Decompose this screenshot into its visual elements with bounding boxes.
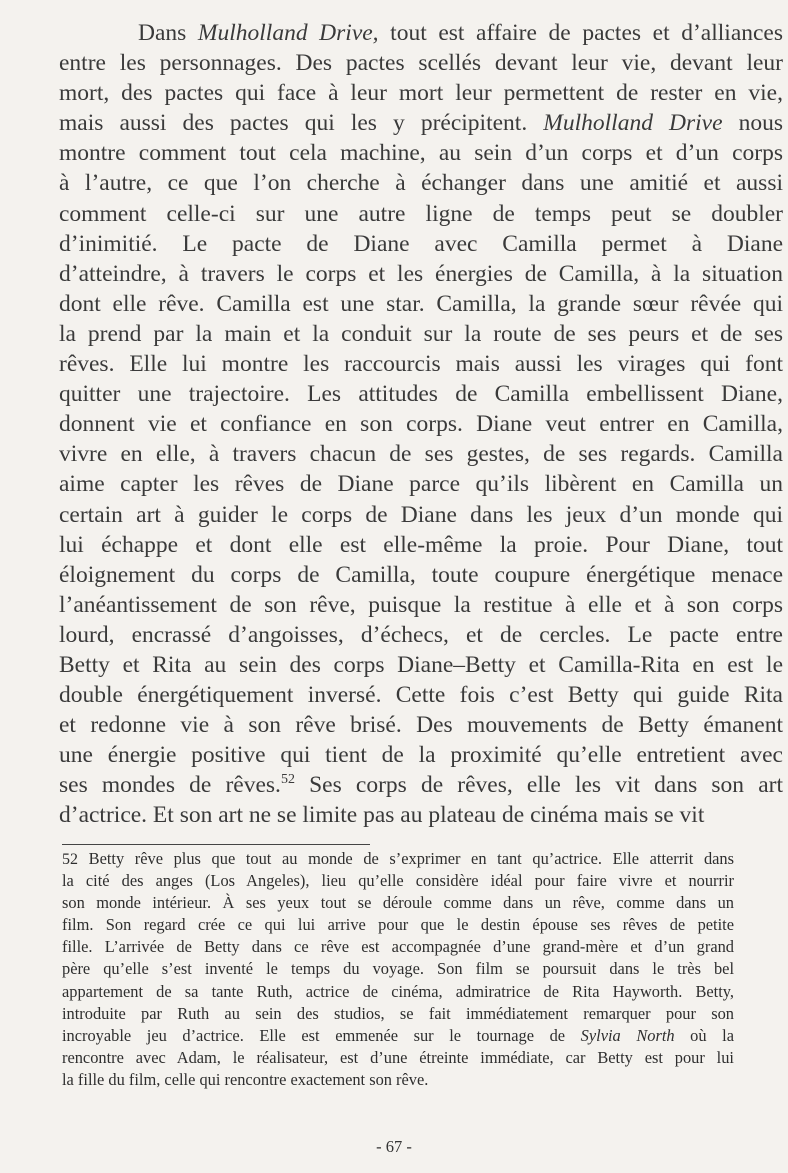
text-run: aime capter les rêves de Diane parce qu’ils libèrent en Camilla un [59,471,783,498]
footnote-line [62,981,734,1003]
text-run: film. Son regard crée ce qui lui arrive pour que le destin épouse ses rêves de petite [62,915,734,935]
text-run: quitter une trajectoire. Les attitudes de Camilla embellissent Diane, [59,381,783,408]
footnote-line [62,892,734,914]
text-line [59,259,783,289]
text-run: double énergétiquement inversé. Cette fois c’est Betty qui guide Rita [59,682,783,709]
text-line [59,409,783,439]
text-run: éloignement du corps de Camilla, toute coupure énergétique menace [59,561,783,588]
footnote-reference: 52 [280,772,295,788]
text-run: nous [722,110,783,137]
text-line [59,620,783,650]
footnote-line [62,914,734,936]
text-line [59,710,783,740]
text-run: dont elle rêve. Camilla est une star. Camilla, la grande sœur rêvée qui [59,290,783,317]
text-line [59,168,783,198]
text-run: rencontre avec Adam, le réalisateur, est d’une étreinte immédiate, car Betty est pour lui [62,1047,734,1067]
text-line [59,349,783,379]
text-run: ses mondes de rêves. [59,772,281,799]
text-run: son monde intérieur. À ses yeux tout se déroule comme dans un rêve, comme dans un [62,893,734,913]
page-number: - 67 - [376,1137,412,1156]
italic-title: Mulholland Drive, [197,20,379,46]
text-line [59,590,783,620]
text-run: entre les personnages. Des pactes scellés devant leur vie, devant leur [59,50,783,77]
text-line [59,680,783,710]
text-line [59,650,783,680]
text-line [59,500,783,530]
text-line [59,18,783,48]
text-line [59,560,783,590]
text-line [59,379,783,409]
text-line [59,48,783,78]
footnote-line [62,1025,734,1047]
text-line [59,319,783,349]
text-run: où la [674,1025,734,1045]
italic-title: Sylvia North [580,1025,675,1045]
text-line [59,138,783,168]
text-run: père qu’elle s’est inventé le temps du voyage. Son film se poursuit dans le très bel [62,959,734,979]
footnote-separator [62,844,370,845]
text-run: et redonne vie à son rêve brisé. Des mouvements de Betty émanent [59,712,783,739]
text-run: Dans [138,20,198,46]
footnote [62,848,734,1091]
text-run: tout est affaire de pactes et d’alliances [378,20,783,46]
footnote-number: 52 [62,851,78,868]
text-line [59,800,783,830]
text-run: la cité des anges (Los Angeles), lieu qu’elle considère idéal pour faire vivre et nourrir [62,871,734,891]
text-run: fille. L’arrivée de Betty dans ce rêve est accompagnée d’une grand-mère et d’un grand [62,937,734,957]
text-run: vivre en elle, à travers chacun de ses gestes, de ses regards. Camilla [59,441,783,468]
text-run: l’anéantissement de son rêve, puisque la restitue à elle et à son corps [59,591,783,618]
text-run: Betty rêve plus que tout au monde de s’exprimer en tant qu’actrice. Elle atterrit dans [78,849,734,868]
text-line [59,740,783,770]
footnote-line [62,1003,734,1025]
text-run: montre comment tout cela machine, au sein d’un corps et d’un corps [59,140,783,167]
text-run: Betty et Rita au sein des corps Diane–Betty et Camilla-Rita en est le [59,651,783,678]
text-line [59,78,783,108]
text-line [59,770,783,800]
text-run: comment celle-ci sur une autre ligne de temps peut se doubler [59,200,783,227]
text-run: donnent vie et confiance en son corps. Diane veut entrer en Camilla, [59,411,783,438]
text-line [59,289,783,319]
footnote-line [62,870,734,892]
text-run: rêves. Elle lui montre les raccourcis mais aussi les virages qui font [59,351,783,378]
text-line [59,439,783,469]
text-run: d’atteindre, à travers le corps et les énergies de Camilla, à la situation [59,260,783,287]
text-line [59,229,783,259]
text-run: la fille du film, celle qui rencontre exactement son rêve. [62,1069,429,1089]
text-run: mort, des pactes qui face à leur mort leur permettent de rester en vie, [59,80,783,107]
text-line [59,530,783,560]
text-run: lui échappe et dont elle est elle-même la proie. Pour Diane, tout [59,531,783,558]
text-run: certain art à guider le corps de Diane dans les jeux d’un monde qui [59,501,783,528]
italic-title: Mulholland Drive [543,110,723,137]
footnote-line [62,848,734,870]
text-run: incroyable jeu d’actrice. Elle est emmenée sur le tournage de [62,1025,581,1045]
text-run: appartement de sa tante Ruth, actrice de cinéma, admiratrice de Rita Hayworth. Betty, [62,981,734,1001]
body-text [59,18,783,831]
text-run: la prend par la main et la conduit sur la route de ses peurs et de ses [59,320,783,347]
text-run: d’actrice. Et son art ne se limite pas au plateau de cinéma mais se vit [59,802,705,829]
footnote-line [62,936,734,958]
footnote-line [62,1047,734,1069]
text-run: Ses corps de rêves, elle les vit dans son art [294,772,783,799]
text-run: une énergie positive qui tient de la proximité qu’elle entretient avec [59,742,783,769]
text-line [59,108,783,138]
text-run: lourd, encrassé d’angoisses, d’échecs, et de cercles. Le pacte entre [59,621,783,648]
text-run: mais aussi des pactes qui les y précipitent. [59,110,544,137]
text-run: à l’autre, ce que l’on cherche à échanger dans une amitié et aussi [59,170,783,197]
text-line [59,469,783,499]
footnote-line [62,1069,734,1091]
text-line [59,199,783,229]
text-run: introduite par Ruth au sein des studios, se fait immédiatement remarquer pour son [62,1003,734,1023]
footnote-line [62,958,734,980]
text-run: d’inimitié. Le pacte de Diane avec Camilla permet à Diane [59,230,783,257]
